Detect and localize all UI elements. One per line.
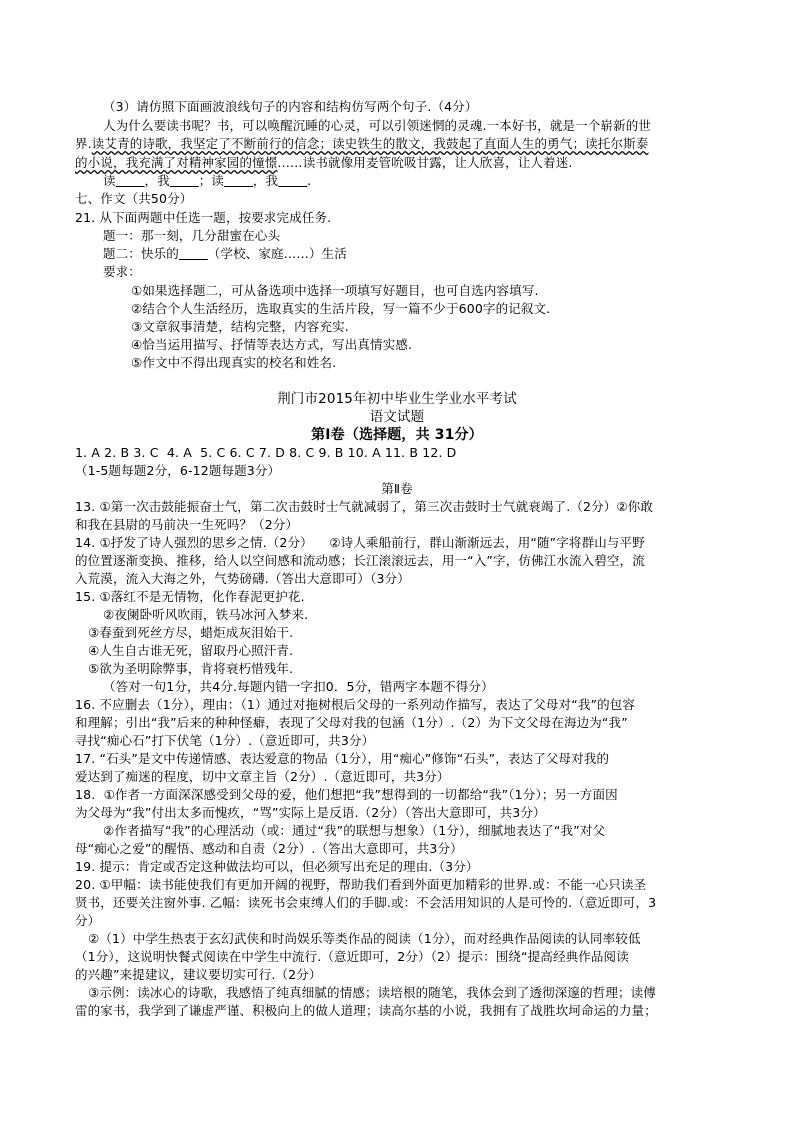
answer-15-line2: ②夜阑卧听风吹雨，铁马冰河入梦来. [103, 607, 309, 622]
answer-16-line1: 16. 不应删去（1分），理由：（1）通过对拖树根后父母的一系列动作描写，表达了父母对“我”的包容 [75, 697, 636, 712]
answer-17-line2: 爱达到了痴迷的程度，切中文章主旨（2分）.（意近即可，共3分） [75, 769, 450, 784]
answer-14-line1: 14. ①抒发了诗人强烈的思乡之情.（2分） ②诗人乘船前行，群山渐渐远去，用“随”字将群山与平野 [75, 535, 645, 550]
answer-20-line4: ②（1）中学生热衷于玄幻武侠和时尚娱乐等类作品的阅读（1分），而对经典作品阅读的认同率较低 [88, 931, 641, 946]
part2-title: 第Ⅱ卷 [381, 481, 413, 496]
answer-13-line2: 和我在县尉的马前决一生死吗？（2分） [75, 517, 299, 532]
answer-16-line3: 寻找“痴心石”打下伏笔（1分）.（意近即可，共3分） [75, 733, 375, 748]
part1-scoring: （1-5题每题2分，6-12题每题3分） [75, 463, 281, 478]
answer-title: 荆门市2015年初中毕业生学业水平考试 [277, 391, 517, 407]
answer-20-line5: （1分），这说明快餐式阅读在中学生中流行.（意近即可，2分）（2）提示：围绕“提高经典作品阅读 [75, 949, 629, 964]
q21-topic2: 题二：快乐的 （学校、家庭……）生活 [103, 246, 347, 261]
q21-stem: 21. 从下面两题中任选一题，按要求完成任务. [75, 210, 332, 225]
q21-req-4: ④恰当运用描写、抒情等表达方式，写出真情实感. [131, 337, 413, 352]
q21-topic1: 题一：那一刻，几分甜蜜在心头 [103, 228, 281, 243]
answer-18-line2: 为父母为“我”付出太多而愧疚，“骂”实际上是反语.（2分）（答出大意即可，共3分） [75, 805, 546, 820]
answer-19: 19. 提示：肯定或否定这种做法均可以，但必须写出充足的理由.（3分） [75, 859, 479, 874]
answer-15-scoring: （答对一句1分，共4分.每题内错一字扣0．5分，错两字本题不得分） [103, 679, 494, 694]
answer-20-line1: 20. ①甲幅：读书能使我们有更加开阔的视野，帮助我们看到外面更加精彩的世界.或：不能一心只读圣 [75, 877, 647, 892]
answer-14-line2: 的位置逐渐变换、推移，给人以空间感和流动感；长江滚滚远去，用一“入”字，仿佛江水流入碧空，流 [75, 553, 645, 568]
answer-20-line2: 贤书，还要关注窗外事. 乙幅：读死书会束缚人们的手脚.或：不会活用知识的人是可怜的.（意近即可，3 [75, 895, 657, 910]
answer-18-line3: ②作者描写“我”的心理活动（或：通过“我”的联想与想象）（1分），细腻地表达了“我”对父 [103, 823, 606, 838]
q20-3-paragraph-line2 [75, 136, 648, 152]
answer-13-line1: 13. ①第一次击鼓能振奋士气，第二次击鼓时士气就减弱了，第三次击鼓时士气就衰竭了.（2分）②你敢 [75, 499, 654, 514]
blank [179, 246, 208, 261]
blank [116, 173, 145, 188]
blank [278, 173, 307, 188]
answer-20-line7: ③示例：读冰心的诗歌，我感悟了纯真细腻的情感；读培根的随笔，我体会到了透彻深邃的哲理；读傅 [88, 985, 656, 1000]
blank [224, 173, 253, 188]
answer-20-line6: 的兴趣”来提建议，建议要切实可行.（2分） [75, 967, 322, 982]
answer-15-line4: ④人生自古谁无死，留取丹心照汗青. [88, 643, 294, 658]
q21-req-2: ②结合个人生活经历，选取真实的生活片段，写一篇不少于600字的记叙文. [131, 301, 551, 316]
q21-req-1: ①如果选择题二，可从备选项中选择一项填写好题目，也可自选内容填写. [131, 283, 539, 298]
answer-20-line8: 雷的家书，我学到了谦虚严谨、积极向上的做人道理；读高尔基的小说，我拥有了战胜坎坷命运的力量； [75, 1003, 657, 1018]
section-7-heading: 七、作文（共50分） [75, 191, 193, 206]
wavy-sentence-part2: 的小说，我充满了对精神家园的憧憬 [75, 155, 278, 170]
answer-subtitle: 语文试题 [369, 409, 425, 425]
answer-18-line4: 母“痴心之爱”的醒悟、感动和自责（2分）.（答出大意即可，共3分） [75, 841, 463, 856]
answer-15-line3: ③春蚕到死丝方尽，蜡炬成灰泪始干. [88, 625, 294, 640]
answer-18-line1: 18. ①作者一方面深深感受到父母的爱，他们想把“我”想得到的一切都给“我”（1分）；另一方面因 [75, 787, 618, 802]
q20-3-fill-blanks: 读 ，我 ；读 ，我 . [103, 173, 312, 188]
q20-3-text: 界. [75, 136, 92, 151]
q20-3-paragraph-line3 [75, 155, 572, 171]
part1-title: 第Ⅰ卷（选择题，共 31分） [311, 427, 483, 443]
q20-3-text: ……读书就像用麦管吮吸甘露，让人欣喜，让人着迷. [277, 155, 573, 170]
answer-15-line1: 15. ①落红不是无情物，化作春泥更护花. [75, 589, 305, 604]
part1-answers: 1. A 2. B 3. C 4. A 5. C 6. C 7. D 8. C 9. B 10. A 11. B 12. D [75, 445, 457, 460]
q21-req-5: ⑤作文中不得出现真实的校名和姓名. [131, 355, 337, 370]
wavy-sentence-part1: 读艾青的诗歌，我坚定了不断前行的信念；读史铁生的散文，我鼓起了直面人生的勇气；读托尔斯泰 [91, 136, 649, 151]
q20-3-paragraph-line1: 人为什么要读书呢？书，可以唤醒沉睡的心灵，可以引领迷惘的灵魂.一本好书，就是一个崭新的世 [103, 118, 652, 133]
answer-15-line5: ⑤欲为圣明除弊事，肯将衰朽惜残年. [88, 661, 294, 676]
answer-17-line1: 17. “石头”是文中传递情感、表达爱意的物品（1分），用“痴心”修饰“石头”，表达了父母对我的 [75, 751, 610, 766]
q21-requirements-label: 要求： [103, 264, 141, 279]
q21-req-3: ③文章叙事清楚，结构完整，内容充实. [131, 319, 349, 334]
blank [170, 173, 199, 188]
answer-16-line2: 和理解；引出“我”后来的种种怪癖，表现了父母对我的包涵（1分）.（2）为下文父母在海边为“我” [75, 715, 628, 730]
answer-14-line3: 入荒漠，流入大海之外，气势磅礴.（答出大意即可）（3分） [75, 571, 410, 586]
answer-20-line3: 分） [75, 913, 101, 928]
q20-3-prompt: （3）请仿照下面画波浪线句子的内容和结构仿写两个句子.（4分） [103, 99, 478, 114]
